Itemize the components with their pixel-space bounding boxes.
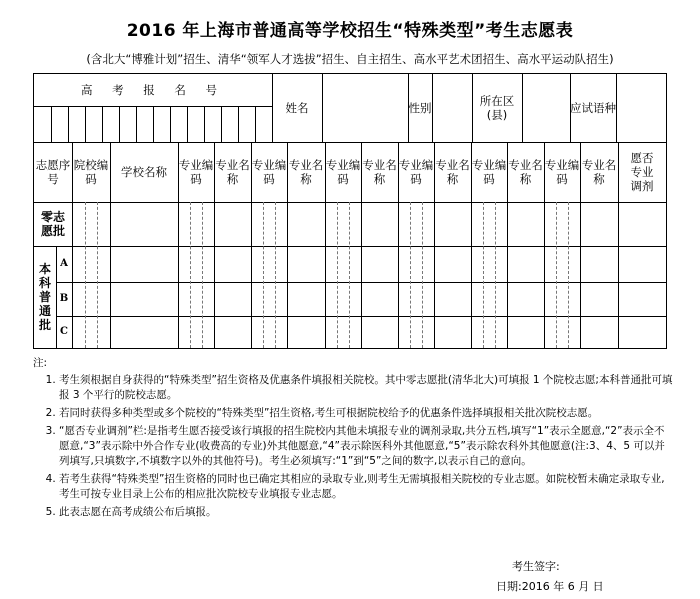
col-major-name-3: 专业名称 xyxy=(362,158,397,186)
col-major-code-4: 专业编码 xyxy=(398,158,434,186)
gender-field[interactable] xyxy=(432,74,472,142)
col-seq: 志愿序号 xyxy=(35,158,71,186)
exam-number-label: 高 考 报 名 号 xyxy=(80,83,226,97)
language-field[interactable] xyxy=(616,74,666,142)
row-a-label: A xyxy=(60,258,68,269)
col-major-name-6: 专业名称 xyxy=(581,158,617,186)
language-label: 应试语种 xyxy=(570,101,616,115)
col-major-code-2: 专业编码 xyxy=(251,158,287,186)
row-c-label: C xyxy=(60,326,68,337)
gender-label: 性别 xyxy=(408,101,432,115)
col-major-code-3: 专业编码 xyxy=(325,158,361,186)
col-major-code-1: 专业编码 xyxy=(178,158,214,186)
application-form-table xyxy=(33,73,667,349)
note-item: 4. 若考生获得“特殊类型”招生资格的同时也已确定其相应的录取专业,则考生无需填报相关院校的专业志愿。如院校暂未确定录取专业,考生可按专业目录上公布的相应批次院校专业填报专业志愿。 xyxy=(59,472,673,502)
col-school-code: 院校编码 xyxy=(73,158,109,186)
col-major-name-4: 专业名称 xyxy=(435,158,470,186)
regular-batch-label: 本科普通批 xyxy=(38,262,51,332)
col-school-name: 学校名称 xyxy=(121,165,167,179)
col-major-name-5: 专业名称 xyxy=(508,158,543,186)
row-b-label: B xyxy=(59,293,69,304)
col-major-code-6: 专业编码 xyxy=(544,158,580,186)
zero-batch-label: 零志愿批 xyxy=(40,210,65,238)
note-item: 5. 此表志愿在高考成绩公布后填报。 xyxy=(59,505,673,520)
district-field[interactable] xyxy=(522,74,570,142)
signature-date: 日期:2016 年 6 月 日 xyxy=(496,580,604,593)
district-label: 所在区(县) xyxy=(479,94,515,122)
notes-heading: 注: xyxy=(33,357,48,369)
name-field[interactable] xyxy=(322,74,408,142)
notes-list xyxy=(33,373,673,520)
signature-label: 考生签字: xyxy=(512,560,560,573)
col-adjust: 愿否专业调剂 xyxy=(630,151,654,193)
form-title: 2016 年上海市普通高等学校招生“特殊类型”考生志愿表 xyxy=(126,21,574,41)
note-item: 1. 考生须根据自身获得的“特殊类型”招生资格及优惠条件填报相关院校。其中零志愿批(清华北大)可填报 1 个院校志愿;本科普通批可填报 3 个平行的院校志愿。 xyxy=(59,373,673,403)
col-major-code-5: 专业编码 xyxy=(471,158,507,186)
col-major-name-1: 专业名称 xyxy=(215,158,250,186)
note-item: 2. 若同时获得多种类型或多个院校的“特殊类型”招生资格,考生可根据院校给予的优惠条件选择填报相关批次院校志愿。 xyxy=(59,406,673,421)
name-label: 姓名 xyxy=(285,101,309,115)
col-major-name-2: 专业名称 xyxy=(288,158,324,186)
note-item: 3. “愿否专业调剂”栏:是指考生愿否接受该行填报的招生院校内其他未填报专业的调剂录取,共分五档,填写“1”表示全愿意,“2”表示全不愿意,“3”表示除中外合作专业(收费高的专业)外其他愿意,“4”表示除医科外其他愿意,“5”表示除农科外其他愿意(注:3、4、5 可以并列填写,只填数字,不填数字以外的其他符号)。考生必须填写:“1”到“5”之间的数字,以表示自己的意向。 xyxy=(59,424,673,469)
notes-section xyxy=(33,356,673,523)
form-subtitle: (含北大“博雅计划”招生、清华“领军人才选拔”招生、自主招生、高水平艺术团招生、高水平运动队招生) xyxy=(86,52,614,66)
